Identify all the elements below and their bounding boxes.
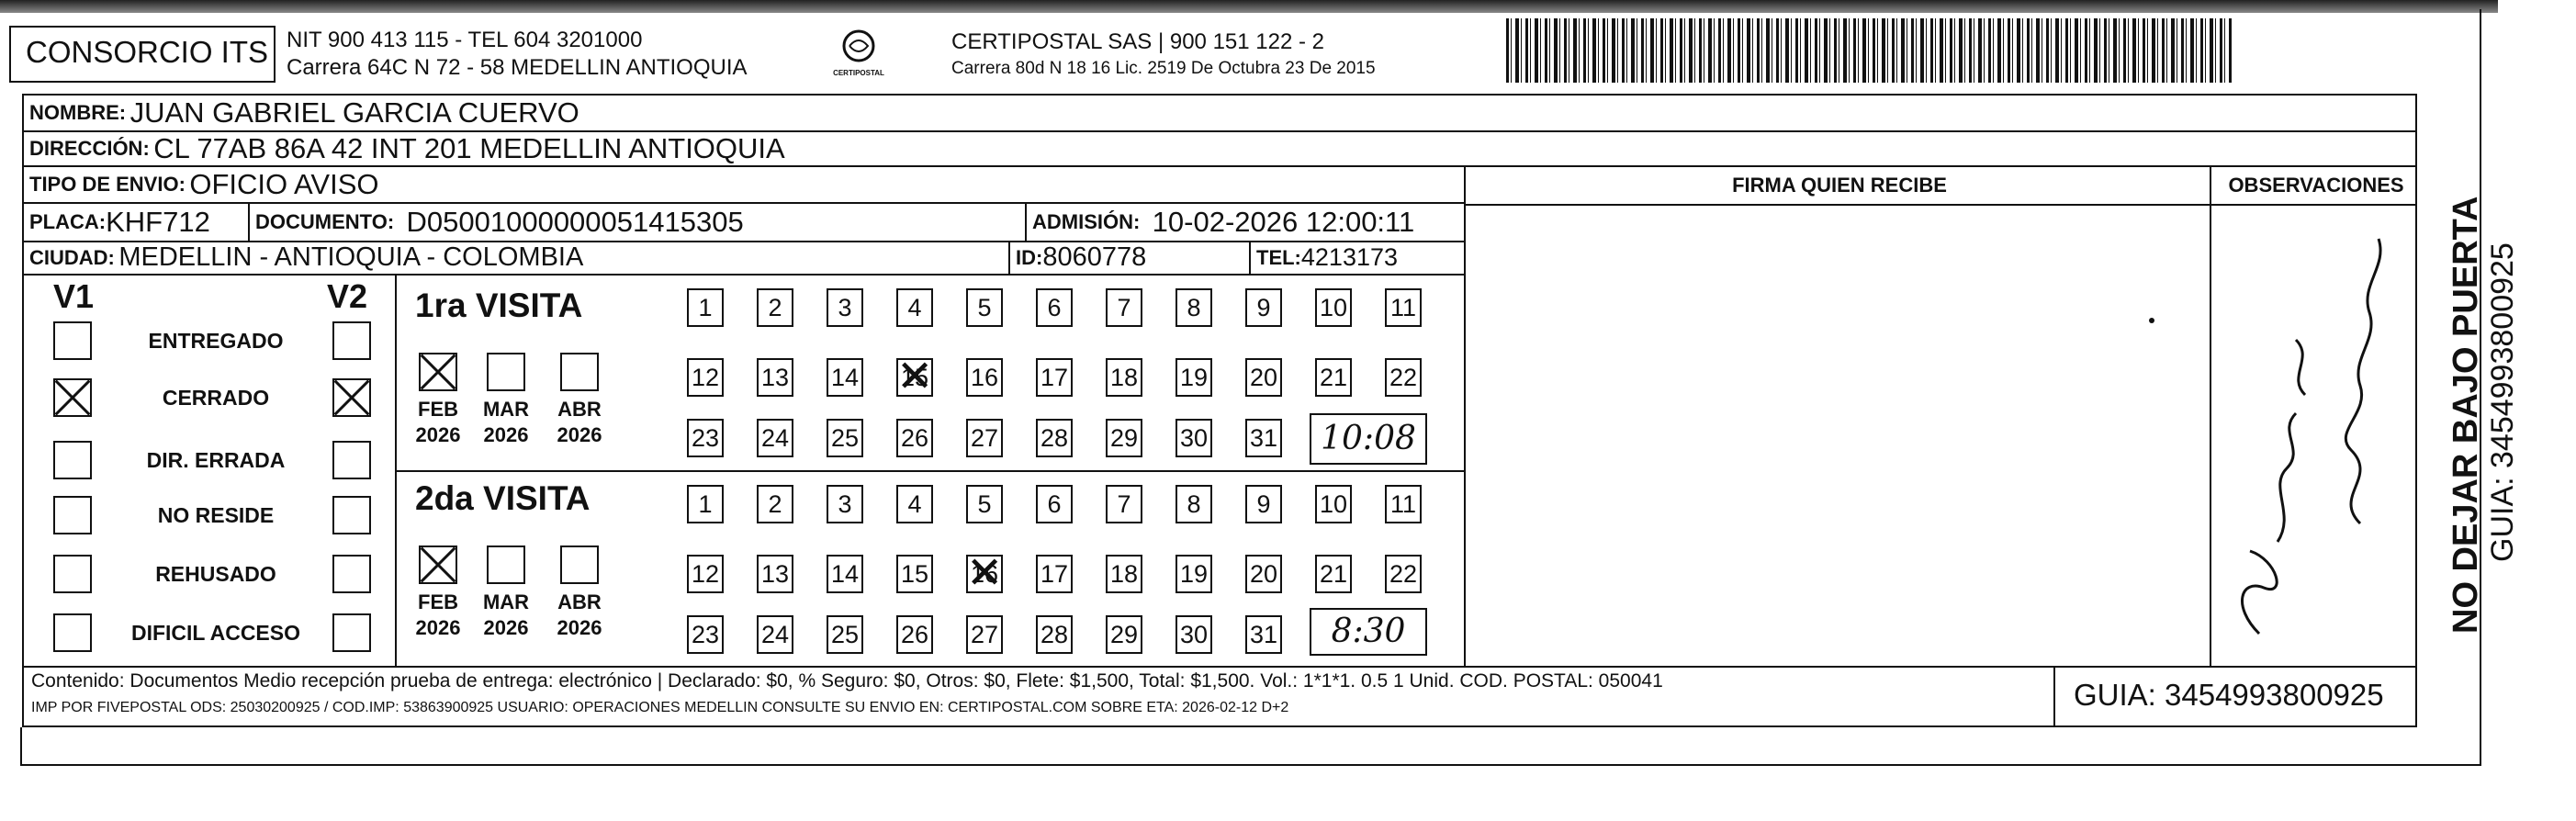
nit-line: NIT 900 413 115 - TEL 604 3201000 (287, 28, 643, 52)
tipo-label: TIPO DE ENVIO: (29, 172, 186, 196)
v1-checkbox-2[interactable] (53, 441, 92, 479)
tel-cell (1251, 242, 1398, 274)
month-label (481, 397, 531, 448)
logo-text: CERTIPOSTAL (833, 69, 884, 77)
v2-checkbox-4[interactable] (332, 555, 371, 593)
v1-checkbox-4[interactable] (53, 555, 92, 593)
day-box[interactable]: 6 (1036, 288, 1073, 327)
day-box[interactable]: 14 (827, 358, 863, 397)
day-box[interactable]: 22 (1385, 358, 1422, 397)
nombre-value: JUAN GABRIEL GARCIA CUERVO (129, 96, 579, 129)
v2-checkbox-2[interactable] (332, 441, 371, 479)
v2-label: V2 (327, 277, 368, 315)
day-box[interactable]: 3 (827, 288, 863, 327)
reason-label: DIFICIL ACCESO (130, 621, 300, 645)
reason-label: ENTREGADO (148, 329, 284, 353)
month-label (555, 590, 604, 641)
day-box[interactable]: 5 (966, 288, 1003, 327)
day-box[interactable]: 3 (827, 485, 863, 523)
nombre-label: NOMBRE: (29, 101, 127, 124)
v2-checkbox-1[interactable] (332, 378, 371, 417)
month-year: 2026 (415, 423, 461, 446)
v1-checkbox-1[interactable] (53, 378, 92, 417)
day-box[interactable]: 13 (757, 358, 793, 397)
month-label (413, 590, 463, 641)
day-box[interactable]: 22 (1385, 555, 1422, 593)
month-label (481, 590, 531, 641)
admision-cell (1027, 203, 1414, 241)
v1-checkbox-0[interactable] (53, 321, 92, 360)
day-box[interactable]: 1 (687, 485, 724, 523)
documento-value: D05001000000051415305 (406, 205, 744, 238)
month-name: ABR (557, 398, 602, 421)
day-box[interactable]: 10 (1315, 485, 1352, 523)
day-box[interactable]: 28 (1036, 615, 1073, 654)
day-box[interactable]: 24 (757, 419, 793, 457)
footer-imp: IMP POR FIVEPOSTAL ODS: 25030200925 / COD.IMP: 53863900925 USUARIO: OPERACIONES MEDELLIN CONSULTE SU ENVIO EN: CERTIPOSTAL.COM SOBRE ETA: 2026-02-12 D+2 (31, 700, 1289, 715)
day-box[interactable]: 19 (1176, 555, 1212, 593)
day-box[interactable]: 31 (1245, 419, 1282, 457)
placa-cell (24, 203, 210, 241)
day-box[interactable]: 20 (1245, 555, 1282, 593)
placa-label: PLACA: (29, 209, 107, 233)
month-name: FEB (418, 398, 458, 421)
day-box[interactable]: 17 (1036, 555, 1073, 593)
day-box[interactable]: 19 (1176, 358, 1212, 397)
month-checkbox-feb[interactable] (419, 353, 457, 391)
month-checkbox-abr[interactable] (560, 353, 599, 391)
day-box[interactable]: 16 ✕ (966, 555, 1003, 593)
first-visit-time: 10:08 (1310, 413, 1427, 465)
day-box[interactable]: 8 (1176, 485, 1212, 523)
day-box[interactable]: 21 (1315, 555, 1352, 593)
day-box[interactable]: 1 (687, 288, 724, 327)
tel-label: TEL: (1256, 245, 1301, 269)
handwritten-observation (2222, 211, 2415, 652)
month-name: MAR (482, 590, 530, 613)
day-box[interactable]: 9 (1245, 288, 1282, 327)
logo-icon (840, 28, 877, 64)
day-box[interactable]: 14 (827, 555, 863, 593)
month-name: ABR (557, 590, 602, 613)
first-visit-title: 1ra VISITA (415, 287, 583, 324)
second-visit-time: 8:30 (1310, 608, 1427, 656)
observaciones-header (2210, 167, 2417, 204)
month-checkbox-feb[interactable] (419, 545, 457, 584)
v2-checkbox-0[interactable] (332, 321, 371, 360)
reason-label: REHUSADO (155, 562, 276, 586)
direccion-label: DIRECCIÓN: (29, 136, 150, 160)
day-box[interactable]: 16 (966, 358, 1003, 397)
month-checkbox-abr[interactable] (560, 545, 599, 584)
v1-checkbox-5[interactable] (53, 613, 92, 652)
tel-value: 4213173 (1300, 243, 1399, 271)
day-box[interactable]: 29 (1106, 419, 1142, 457)
day-box[interactable]: 17 (1036, 358, 1073, 397)
day-box[interactable]: 29 (1106, 615, 1142, 654)
reason-label: NO RESIDE (157, 503, 275, 527)
day-box[interactable]: 30 (1176, 419, 1212, 457)
second-visit-title: 2da VISITA (415, 479, 591, 517)
day-box[interactable]: 30 (1176, 615, 1212, 654)
month-checkbox-mar[interactable] (487, 545, 525, 584)
nombre-row (24, 96, 579, 130)
tipo-row (24, 166, 379, 202)
documento-cell (250, 203, 744, 241)
month-year: 2026 (483, 616, 529, 639)
ciudad-label: CIUDAD: (29, 245, 115, 269)
admision-value: 10-02-2026 12:00:11 (1152, 205, 1415, 238)
placa-value: KHF712 (106, 205, 210, 238)
day-box[interactable]: 4 (896, 485, 933, 523)
v2-checkbox-5[interactable] (332, 613, 371, 652)
day-box[interactable]: 13 (757, 555, 793, 593)
admision-label: ADMISIÓN: (1032, 209, 1141, 233)
day-box[interactable]: 26 (896, 615, 933, 654)
side-warning: NO DEJAR BAJO PUERTA (2447, 196, 2485, 634)
id-cell (1010, 242, 1146, 274)
carrier-line: CERTIPOSTAL SAS | 900 151 122 - 2 (951, 29, 1324, 54)
day-box[interactable]: 26 (896, 419, 933, 457)
top-edge (0, 0, 2498, 13)
reason-label: CERRADO (162, 386, 270, 410)
side-guia: GUIA: 3454993800925 (2485, 242, 2520, 562)
day-box[interactable]: 12 (687, 555, 724, 593)
day-box[interactable]: 6 (1036, 485, 1073, 523)
id-label: ID: (1016, 245, 1043, 269)
id-value: 8060778 (1042, 242, 1147, 272)
tipo-value: OFICIO AVISO (189, 167, 379, 200)
day-box[interactable]: 2 (757, 485, 793, 523)
v1-checkbox-3[interactable] (53, 496, 92, 534)
day-box[interactable]: 24 (757, 615, 793, 654)
month-year: 2026 (483, 423, 529, 446)
month-name: FEB (418, 590, 458, 613)
day-box[interactable]: 23 (687, 419, 724, 457)
v1-label: V1 (53, 277, 95, 315)
day-box[interactable]: 12 (687, 358, 724, 397)
certipostal-logo (831, 28, 886, 77)
signature-dot (2149, 318, 2154, 323)
v2-checkbox-3[interactable] (332, 496, 371, 534)
day-box[interactable]: 25 (827, 419, 863, 457)
month-label (555, 397, 604, 448)
day-box[interactable]: 2 (757, 288, 793, 327)
day-box[interactable]: 28 (1036, 419, 1073, 457)
firma-header (1464, 167, 2210, 204)
month-name: MAR (482, 398, 530, 421)
day-box[interactable]: 27 (966, 419, 1003, 457)
observaciones-label: OBSERVACIONES (2228, 174, 2404, 197)
day-box[interactable]: 18 (1106, 358, 1142, 397)
reason-label: DIR. ERRADA (146, 448, 286, 472)
documento-label: DOCUMENTO: (255, 209, 395, 233)
month-label (413, 397, 463, 448)
day-box[interactable]: 25 (827, 615, 863, 654)
direccion-row (24, 131, 785, 165)
day-box[interactable]: 9 (1245, 485, 1282, 523)
month-year: 2026 (557, 423, 602, 446)
day-box[interactable]: 4 (896, 288, 933, 327)
company-name: CONSORCIO ITS (26, 35, 269, 69)
firma-label: FIRMA QUIEN RECIBE (1732, 174, 1947, 197)
day-box[interactable]: 15 ✕ (896, 358, 933, 397)
ciudad-value: MEDELLIN - ANTIOQUIA - COLOMBIA (118, 242, 584, 272)
month-checkbox-mar[interactable] (487, 353, 525, 391)
carrier-address: Carrera 80d N 18 16 Lic. 2519 De Octubra 23 De 2015 (951, 59, 1376, 78)
month-year: 2026 (415, 616, 461, 639)
ciudad-cell (24, 242, 583, 274)
company-address: Carrera 64C N 72 - 58 MEDELLIN ANTIOQUIA (287, 55, 748, 80)
barcode (1506, 18, 2232, 83)
day-box[interactable]: 5 (966, 485, 1003, 523)
day-box[interactable]: 23 (687, 615, 724, 654)
day-box[interactable]: 11 (1385, 288, 1422, 327)
day-box[interactable]: 15 (896, 555, 933, 593)
day-box[interactable]: 20 (1245, 358, 1282, 397)
day-box[interactable]: 7 (1106, 288, 1142, 327)
footer-guia: GUIA: 3454993800925 (2074, 678, 2384, 712)
day-box[interactable]: 31 (1245, 615, 1282, 654)
day-box[interactable]: 18 (1106, 555, 1142, 593)
direccion-value: CL 77AB 86A 42 INT 201 MEDELLIN ANTIOQUIA (153, 131, 785, 164)
day-box[interactable]: 27 (966, 615, 1003, 654)
day-box[interactable]: 8 (1176, 288, 1212, 327)
day-box[interactable]: 11 (1385, 485, 1422, 523)
day-box[interactable]: 21 (1315, 358, 1352, 397)
footer-contenido: Contenido: Documentos Medio recepción prueba de entrega: electrónico | Declarado: $0, % Seguro: $0, Otros: $0, Flete: $1,500, Total: $1,500. Vol.: 1*1*1. 0.5 1 Unid. COD. POSTAL: 050041 (31, 670, 1663, 692)
month-year: 2026 (557, 616, 602, 639)
day-box[interactable]: 7 (1106, 485, 1142, 523)
day-box[interactable]: 10 (1315, 288, 1352, 327)
